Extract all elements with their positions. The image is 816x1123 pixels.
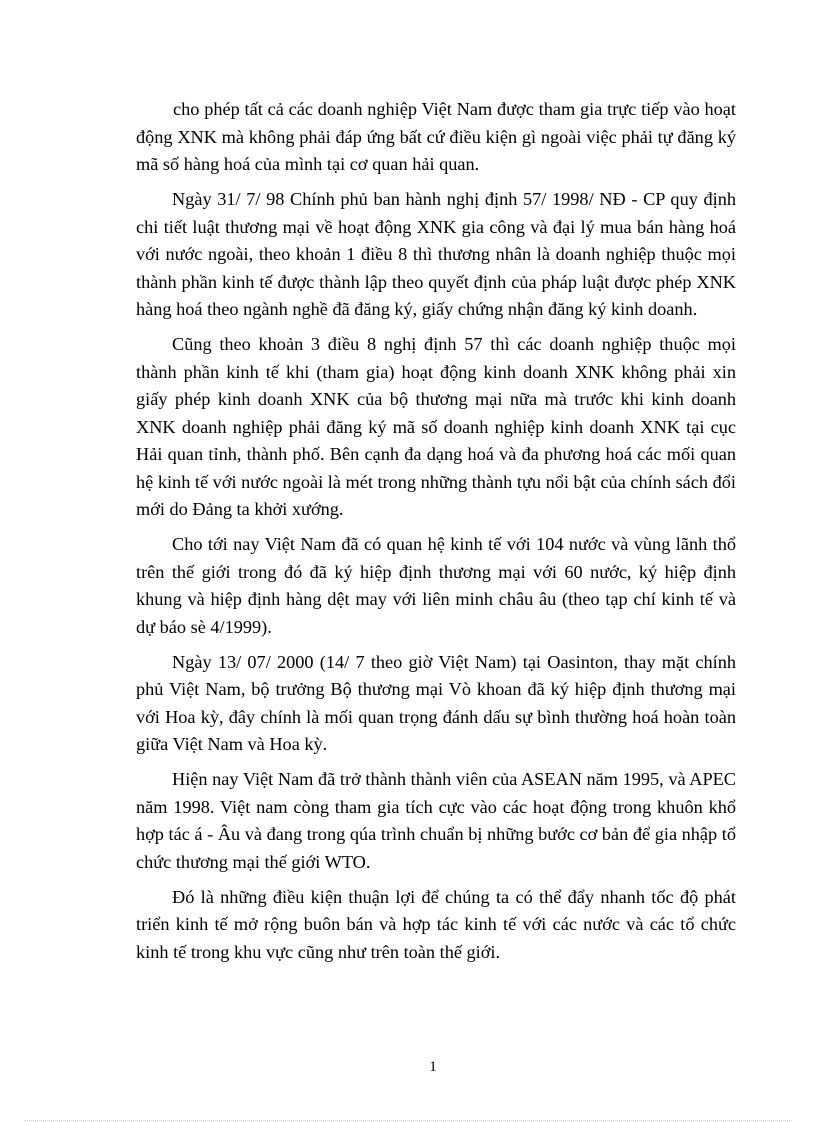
document-body — [136, 96, 736, 974]
paragraph-6: Hiện nay Việt Nam đã trở thành thành viên của ASEAN năm 1995, và APEC năm 1998. Việt nam còng tham gia tích cực vào các hoạt động trong khuôn khổ hợp tác á - Âu và đang trong qúa trình chuẩn bị những bước cơ bản để gia nhập tổ chức thương mại thế giới WTO. — [136, 769, 736, 872]
paragraph-3: Cũng theo khoản 3 điều 8 nghị định 57 thì các doanh nghiệp thuộc mọi thành phần kinh tế khi (tham gia) hoạt động kinh doanh XNK không phải xin giấy phép kinh doanh XNK của bộ thương mại nữa mà trước khi kinh doanh XNK doanh nghiệp phải đăng ký mã số doanh nghiệp kinh doanh XNK tại cục Hải quan tỉnh, thành phố. Bên cạnh đa dạng hoá và đa phương hoá các mối quan hệ kinh tế với nước ngoài là mét trong những thành tựu nổi bật của chính sách đổi mới do Đảng ta khởi xướng. — [136, 334, 736, 519]
paragraph-1: cho phép tất cả các doanh nghiệp Việt Nam được tham gia trực tiếp vào hoạt động XNK mà không phải đáp ứng bất cứ điều kiện gì ngoài việc phải tự đăng ký mã số hàng hoá của mình tại cơ quan hải quan. — [136, 99, 736, 174]
paragraph-2: Ngày 31/ 7/ 98 Chính phủ ban hành nghị định 57/ 1998/ NĐ - CP quy định chi tiết luật thương mại về hoạt động XNK gia công và đại lý mua bán hàng hoá với nước ngoài, theo khoản 1 điều 8 thì thương nhân là doanh nghiệp thuộc mọi thành phần kinh tế được thành lập theo quyết định của pháp luật được phép XNK hàng hoá theo ngành nghề đã đăng ký, giấy chứng nhận đăng ký kinh doanh. — [136, 189, 736, 319]
page-number: 1 — [429, 1059, 437, 1075]
paragraph-5: Ngày 13/ 07/ 2000 (14/ 7 theo giờ Việt Nam) tại Oasinton, thay mặt chính phủ Việt Nam, bộ trưởng Bộ thương mại Vò khoan đã ký hiệp định thương mại với Hoa kỳ, đây chính là mối quan trọng đánh dấu sự bình thường hoá hoàn toàn giữa Việt Nam và Hoa kỳ. — [136, 651, 736, 754]
paragraph-4: Cho tới nay Việt Nam đã có quan hệ kinh tế với 104 nước và vùng lãnh thổ trên thế giới trong đó đã ký hiệp định thương mại với 60 nước, ký hiệp định khung và hiệp định hàng dệt may với liên minh châu âu (theo tạp chí kinh tế và dự báo sè 4/1999). — [136, 534, 736, 637]
page-bottom-edge — [24, 1120, 792, 1121]
paragraph-7: Đó là những điều kiện thuận lợi để chúng ta có thể đẩy nhanh tốc độ phát triển kinh tế mở rộng buôn bán và hợp tác kinh tế với các nước và các tổ chức kinh tế trong khu vực cũng như trên toàn thế giới. — [136, 886, 736, 962]
